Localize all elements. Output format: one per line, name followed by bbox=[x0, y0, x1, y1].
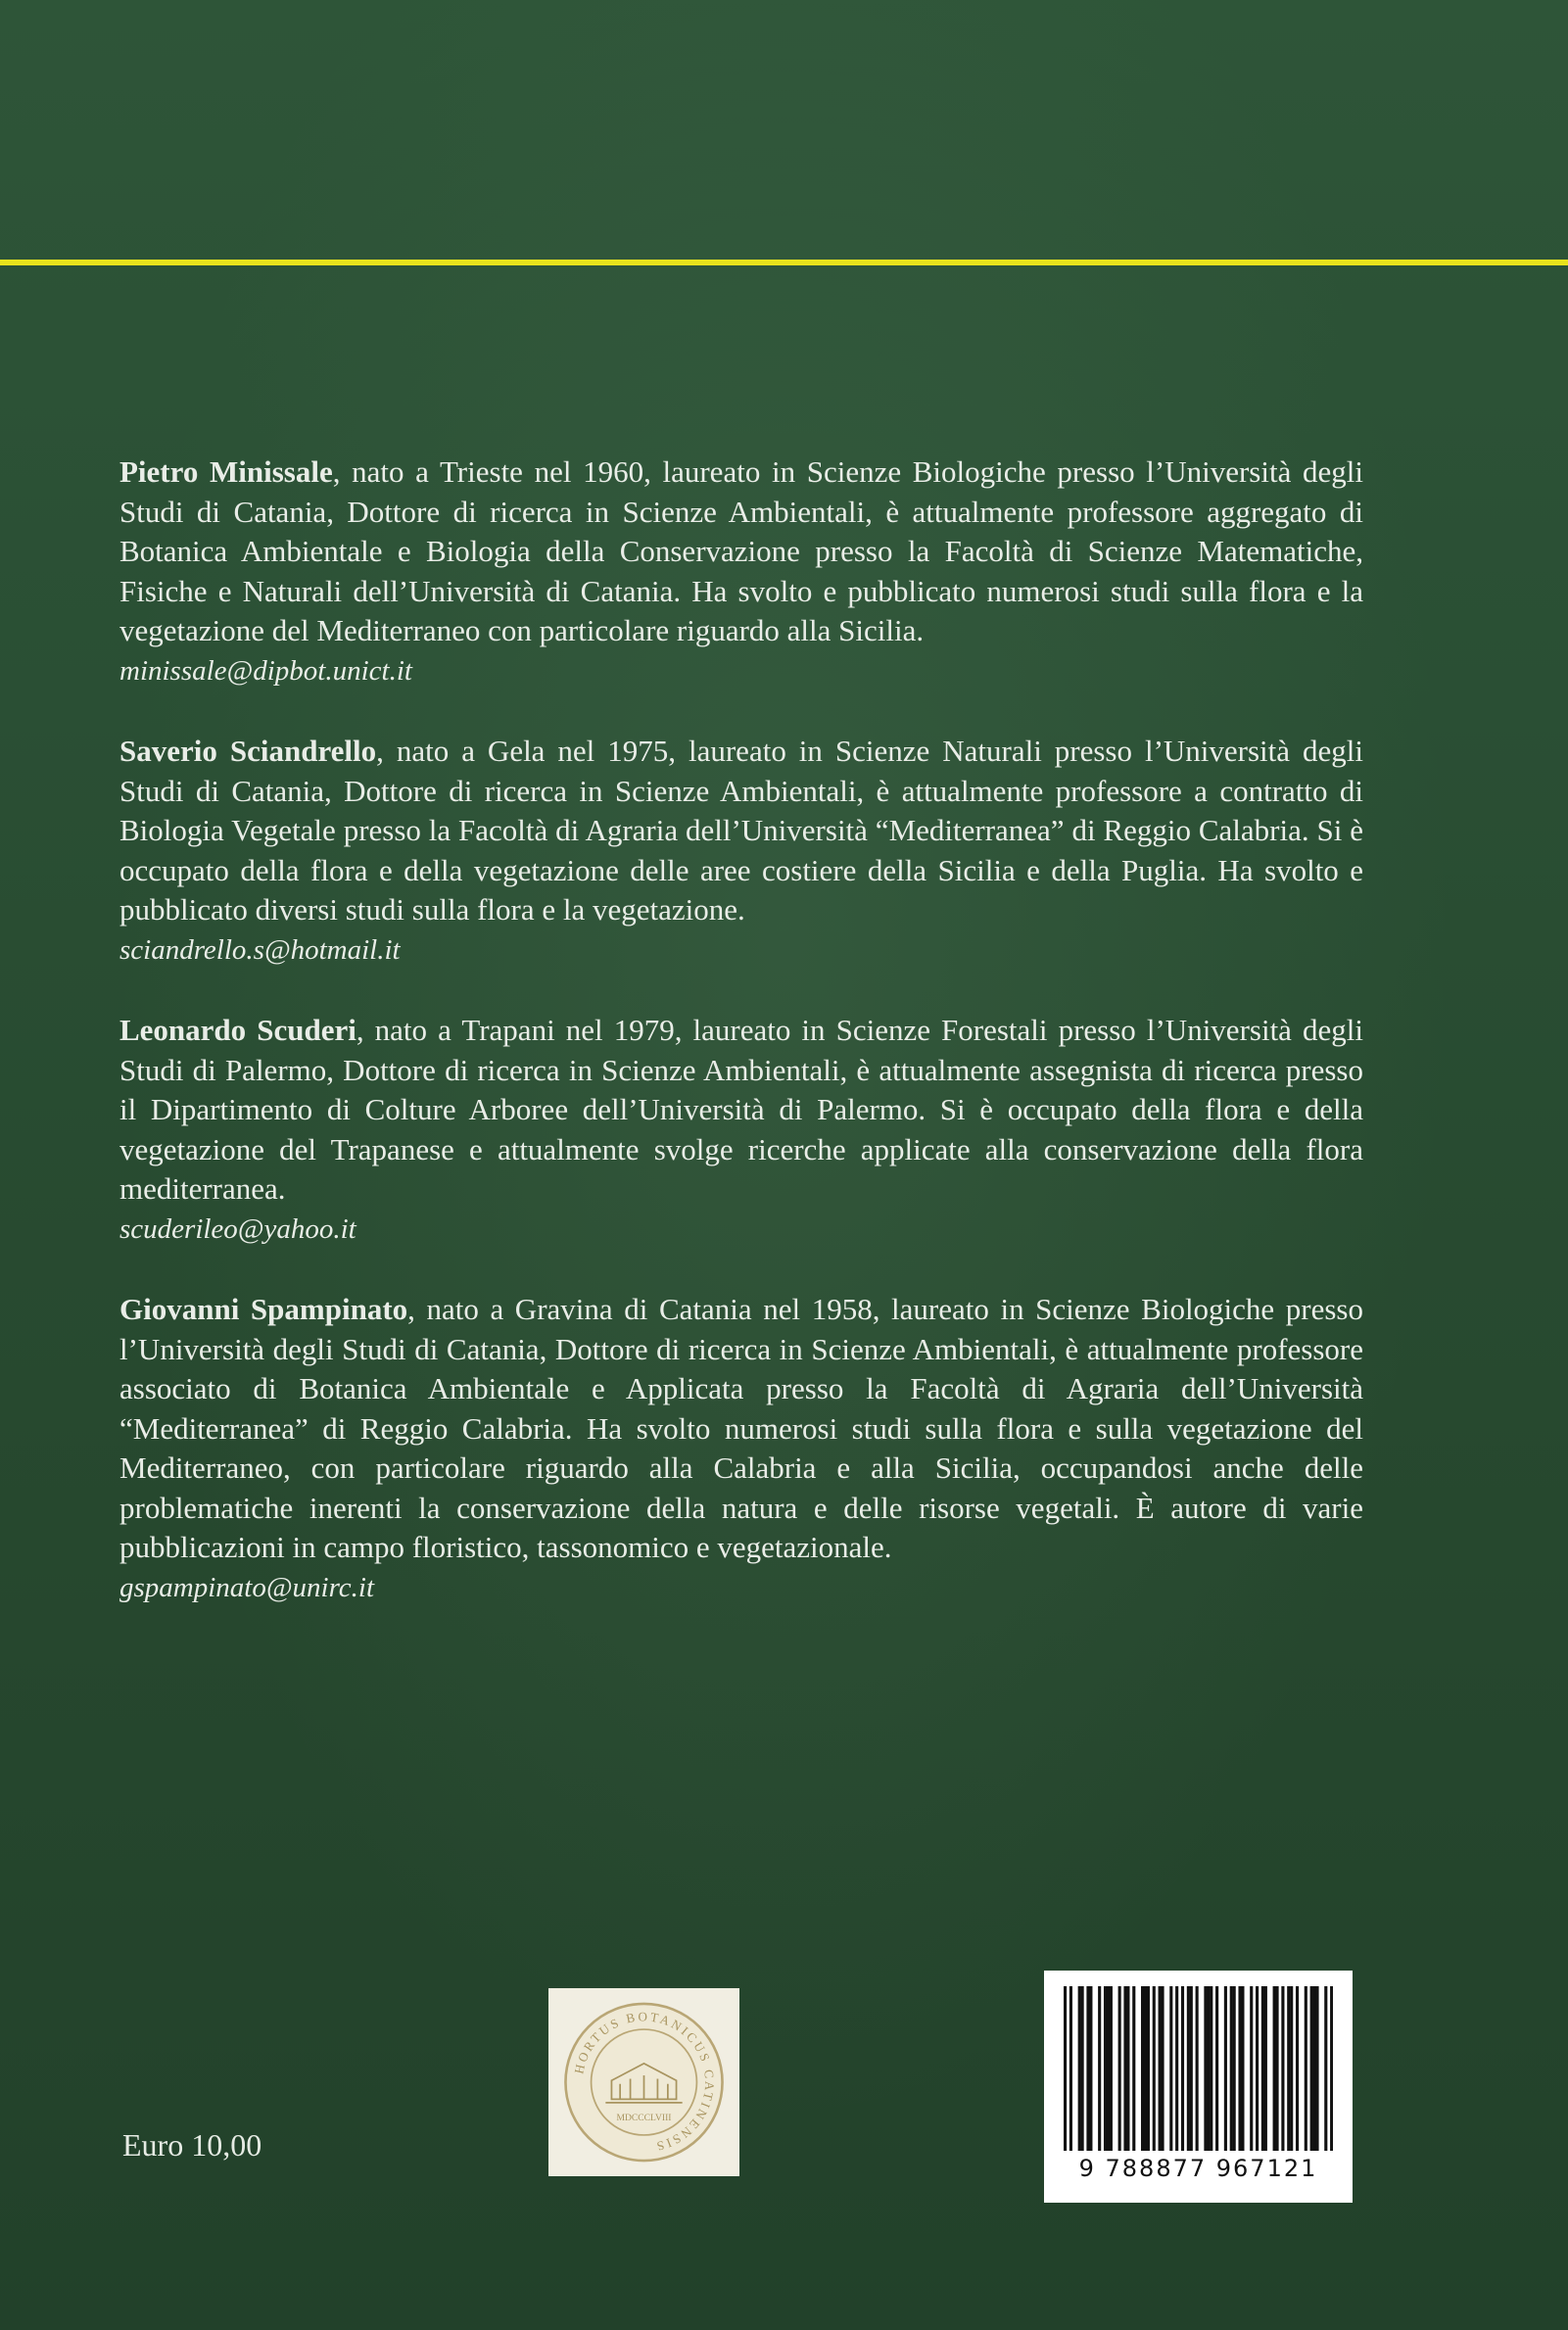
author-bio bbox=[119, 732, 1363, 970]
barcode-bar bbox=[1064, 1986, 1067, 2151]
bio-text: , nato a Gela nel 1975, laureato in Scienze Naturali presso l’Università degli Studi di Catania, Dottore di ricerca in Scienze Ambientali, è attualmente professore a contratto di Biologia Vegetale presso la Facoltà di Agraria dell’Università “Mediterranea” di Reggio Calabria. Si è occupato della flora e della vegetazione delle aree costiere della Sicilia e della Puglia. Ha svolto e pubblicato diversi studi sulla flora e la vegetazione. bbox=[119, 734, 1363, 927]
barcode-bar bbox=[1310, 1986, 1313, 2151]
barcode-bar bbox=[1107, 1986, 1110, 2151]
barcode-bar bbox=[1287, 1986, 1290, 2151]
barcode-bar bbox=[1104, 1986, 1107, 2151]
author-email: sciandrello.s@hotmail.it bbox=[119, 933, 401, 966]
author-name: Pietro Minissale bbox=[119, 454, 333, 489]
barcode-bar bbox=[1238, 1986, 1241, 2151]
barcode-bar bbox=[1181, 1986, 1184, 2151]
seal-emblem-icon bbox=[557, 1997, 731, 2167]
bio-paragraph bbox=[119, 1011, 1363, 1210]
barcode-bar bbox=[1313, 1986, 1316, 2151]
barcode-bar bbox=[1233, 1986, 1236, 2151]
barcode-bar bbox=[1169, 1986, 1172, 2151]
barcode-bar bbox=[1207, 1986, 1210, 2151]
barcode-bar bbox=[1118, 1986, 1121, 2151]
barcode-bar bbox=[1086, 1986, 1089, 2151]
bio-text: , nato a Trapani nel 1979, laureato in Scienze Forestali presso l’Università degli Studi di Palermo, Dottore di ricerca in Scienze Ambientali, è attualmente assegnista di ricerca presso il Dipartimento di Colture Arboree dell’Università di Palermo. Si è occupato della flora e della vegetazione del Trapanese e attualmente svolge ricerche applicate alla conservazione della flora mediterranea. bbox=[119, 1013, 1363, 1206]
barcode-bar bbox=[1196, 1986, 1199, 2151]
barcode-bar bbox=[1110, 1986, 1113, 2151]
barcode-bar bbox=[1215, 1986, 1218, 2151]
seal-year: MDCCCLVIII bbox=[616, 2113, 672, 2124]
barcode-bar bbox=[1315, 1986, 1318, 2151]
barcode-bar bbox=[1281, 1986, 1284, 2151]
barcode-bar bbox=[1153, 1986, 1156, 2151]
botanical-garden-seal bbox=[548, 1988, 739, 2176]
seal-legend: HORTUS BOTANICUS CATINENSIS bbox=[571, 2009, 718, 2155]
barcode-bar bbox=[1256, 1986, 1259, 2151]
barcode-bar bbox=[1078, 1986, 1081, 2151]
barcode-bar bbox=[1290, 1986, 1293, 2151]
barcode-bar bbox=[1141, 1986, 1144, 2151]
barcode-bar bbox=[1296, 1986, 1299, 2151]
barcode-bar bbox=[1190, 1986, 1193, 2151]
bio-paragraph bbox=[119, 732, 1363, 930]
author-bio bbox=[119, 452, 1363, 690]
barcode-bars-icon bbox=[1064, 1986, 1333, 2151]
barcode-bar bbox=[1159, 1986, 1162, 2151]
author-email: gspampinato@unirc.it bbox=[119, 1571, 375, 1603]
barcode-bar bbox=[1126, 1986, 1129, 2151]
bio-text: , nato a Gravina di Catania nel 1958, laureato in Scienze Biologiche presso l’Università degli Studi di Catania, Dottore di ricerca in Scienze Ambientali, è attualmente professore associato di Botanica Ambientale e Applicata presso la Facoltà di Agraria dell’Università “Mediterranea” di Reggio Calabria. Ha svolto numerosi studi sulla flora e sulla vegetazione del Mediterraneo, con particolare riguardo alla Calabria e alla Sicilia, occupandosi anche delle problematiche inerenti la conservazione della natura e delle risorse vegetali. È autore di varie pubblicazioni in campo floristico, tassonomico e vegetazionale. bbox=[119, 1292, 1363, 1564]
author-bios bbox=[119, 452, 1363, 1648]
isbn-number: 9 788877 967121 bbox=[1078, 2155, 1318, 2182]
price-label: Euro 10,00 bbox=[122, 2127, 262, 2163]
barcode-bar bbox=[1330, 1986, 1333, 2151]
barcode-bar bbox=[1273, 1986, 1276, 2151]
barcode-bar bbox=[1175, 1986, 1178, 2151]
barcode-bar bbox=[1098, 1986, 1101, 2151]
barcode-bar bbox=[1210, 1986, 1212, 2151]
yellow-divider-line bbox=[0, 260, 1568, 265]
bio-paragraph bbox=[119, 452, 1363, 651]
author-name: Leonardo Scuderi bbox=[119, 1013, 356, 1047]
barcode-bar bbox=[1261, 1986, 1264, 2151]
isbn-barcode bbox=[1044, 1971, 1353, 2203]
author-email: minissale@dipbot.unict.it bbox=[119, 654, 412, 687]
barcode-bar bbox=[1264, 1986, 1267, 2151]
barcode-bar bbox=[1069, 1986, 1072, 2151]
author-name: Saverio Sciandrello bbox=[119, 734, 377, 768]
barcode-bar bbox=[1204, 1986, 1207, 2151]
barcode-bar bbox=[1089, 1986, 1092, 2151]
barcode-bar bbox=[1187, 1986, 1190, 2151]
author-email: scuderileo@yahoo.it bbox=[119, 1213, 356, 1245]
barcode-bar bbox=[1132, 1986, 1135, 2151]
barcode-bar bbox=[1275, 1986, 1278, 2151]
barcode-bar bbox=[1147, 1986, 1150, 2151]
author-name: Giovanni Spampinato bbox=[119, 1292, 408, 1326]
barcode-bar bbox=[1230, 1986, 1233, 2151]
barcode-bar bbox=[1241, 1986, 1244, 2151]
bio-paragraph bbox=[119, 1290, 1363, 1568]
barcode-bar bbox=[1081, 1986, 1084, 2151]
barcode-bar bbox=[1123, 1986, 1126, 2151]
author-bio bbox=[119, 1290, 1363, 1607]
barcode-bar bbox=[1324, 1986, 1327, 2151]
barcode-bar bbox=[1144, 1986, 1147, 2151]
barcode-bar bbox=[1250, 1986, 1253, 2151]
barcode-bar bbox=[1161, 1986, 1164, 2151]
barcode-bar bbox=[1305, 1986, 1307, 2151]
author-bio bbox=[119, 1011, 1363, 1249]
bio-text: , nato a Trieste nel 1960, laureato in Scienze Biologiche presso l’Università degli Studi di Catania, Dottore di ricerca in Scienze Ambientali, è attualmente professore aggregato di Botanica Ambientale e Biologia della Conservazione presso la Facoltà di Scienze Matematiche, Fisiche e Naturali dell’Università di Catania. Ha svolto e pubblicato numerosi studi sulla flora e la vegetazione del Mediterraneo con particolare riguardo alla Sicilia. bbox=[119, 454, 1363, 647]
barcode-bar bbox=[1224, 1986, 1227, 2151]
